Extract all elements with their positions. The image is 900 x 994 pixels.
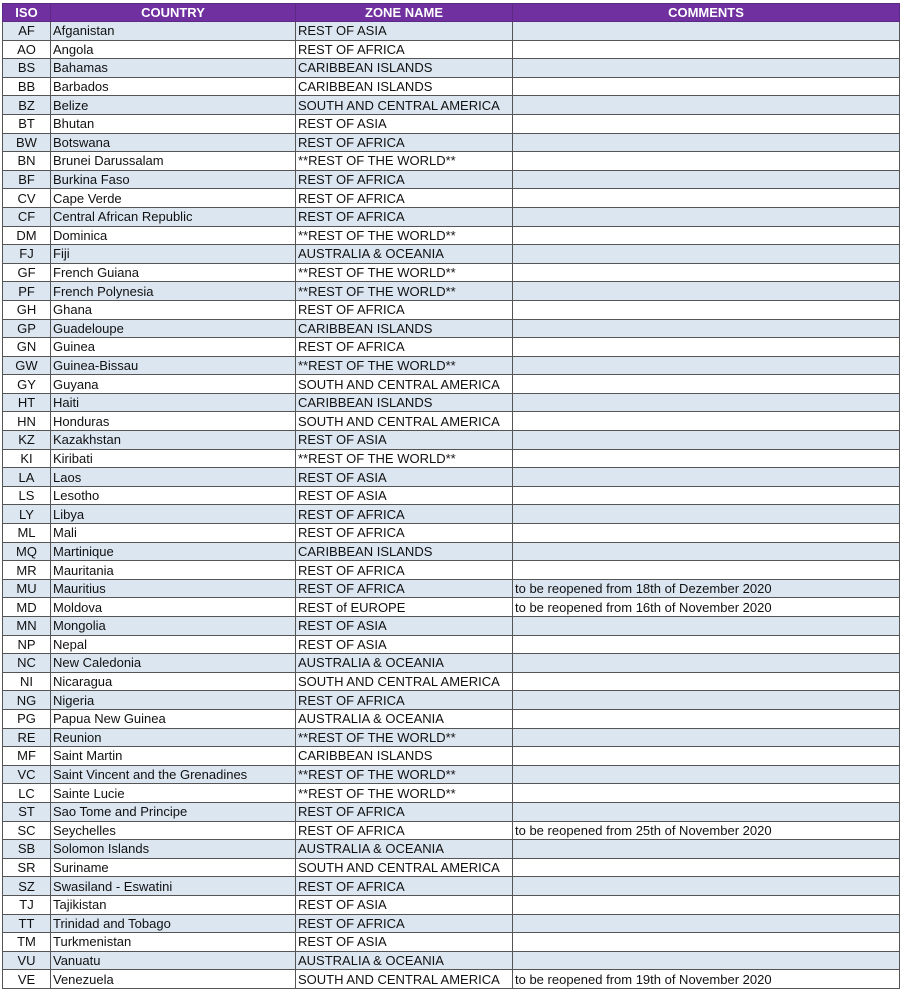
comments-cell[interactable]	[513, 226, 900, 245]
comments-cell[interactable]	[513, 747, 900, 766]
iso-cell[interactable]: BS	[3, 59, 51, 78]
comments-cell[interactable]	[513, 561, 900, 580]
table-row[interactable]	[3, 970, 900, 989]
zone-name-cell[interactable]: REST OF AFRICA	[296, 133, 513, 152]
comments-cell[interactable]	[513, 728, 900, 747]
iso-cell[interactable]: NC	[3, 654, 51, 673]
iso-cell[interactable]: GF	[3, 263, 51, 282]
comments-cell[interactable]	[513, 282, 900, 301]
zone-name-cell[interactable]: REST OF ASIA	[296, 114, 513, 133]
comments-cell[interactable]	[513, 96, 900, 115]
zone-name-cell[interactable]: AUSTRALIA & OCEANIA	[296, 654, 513, 673]
comments-cell[interactable]	[513, 802, 900, 821]
comments-cell[interactable]	[513, 709, 900, 728]
table-row[interactable]	[3, 598, 900, 617]
country-cell[interactable]: Saint Vincent and the Grenadines	[51, 765, 296, 784]
comments-cell[interactable]	[513, 895, 900, 914]
zone-name-cell[interactable]: REST OF AFRICA	[296, 561, 513, 580]
country-cell[interactable]: Trinidad and Tobago	[51, 914, 296, 933]
zone-name-cell[interactable]: REST OF ASIA	[296, 486, 513, 505]
zone-name-cell[interactable]: **REST OF THE WORLD**	[296, 263, 513, 282]
iso-cell[interactable]: PF	[3, 282, 51, 301]
table-row[interactable]	[3, 245, 900, 264]
country-cell[interactable]: Barbados	[51, 77, 296, 96]
iso-cell[interactable]: MU	[3, 579, 51, 598]
iso-cell[interactable]: MQ	[3, 542, 51, 561]
table-row[interactable]	[3, 282, 900, 301]
country-cell[interactable]: Ghana	[51, 300, 296, 319]
zone-name-cell[interactable]: REST OF ASIA	[296, 895, 513, 914]
zone-name-cell[interactable]: REST OF ASIA	[296, 468, 513, 487]
table-row[interactable]	[3, 728, 900, 747]
zone-name-cell[interactable]: CARIBBEAN ISLANDS	[296, 542, 513, 561]
country-cell[interactable]: Libya	[51, 505, 296, 524]
iso-cell[interactable]: MN	[3, 617, 51, 636]
iso-cell[interactable]: BF	[3, 170, 51, 189]
country-cell[interactable]: Haiti	[51, 393, 296, 412]
zone-name-cell[interactable]: REST OF AFRICA	[296, 914, 513, 933]
comments-cell[interactable]: to be reopened from 19th of November 2020	[513, 970, 900, 989]
zone-name-cell[interactable]: **REST OF THE WORLD**	[296, 765, 513, 784]
spreadsheet	[2, 3, 899, 989]
country-cell[interactable]: New Caledonia	[51, 654, 296, 673]
zone-name-cell[interactable]: **REST OF THE WORLD**	[296, 282, 513, 301]
table-row[interactable]	[3, 263, 900, 282]
table-row[interactable]	[3, 170, 900, 189]
iso-cell[interactable]: NP	[3, 635, 51, 654]
country-cell[interactable]: French Guiana	[51, 263, 296, 282]
table-row[interactable]	[3, 412, 900, 431]
iso-cell[interactable]: KI	[3, 449, 51, 468]
country-cell[interactable]: Tajikistan	[51, 895, 296, 914]
zone-name-cell[interactable]: REST OF AFRICA	[296, 524, 513, 543]
iso-cell[interactable]: BT	[3, 114, 51, 133]
zone-name-cell[interactable]: AUSTRALIA & OCEANIA	[296, 840, 513, 859]
country-cell[interactable]: Fiji	[51, 245, 296, 264]
table-row[interactable]	[3, 226, 900, 245]
header-iso: ISO	[3, 4, 51, 22]
country-cell[interactable]: Botswana	[51, 133, 296, 152]
comments-cell[interactable]	[513, 207, 900, 226]
zone-name-cell[interactable]: REST OF AFRICA	[296, 40, 513, 59]
table-body	[3, 22, 900, 989]
table-row[interactable]	[3, 561, 900, 580]
iso-cell[interactable]: VU	[3, 951, 51, 970]
iso-cell[interactable]: GW	[3, 356, 51, 375]
country-cell[interactable]: Moldova	[51, 598, 296, 617]
iso-cell[interactable]: CV	[3, 189, 51, 208]
iso-cell[interactable]: CF	[3, 207, 51, 226]
iso-cell[interactable]: GH	[3, 300, 51, 319]
country-cell[interactable]: Venezuela	[51, 970, 296, 989]
table-row[interactable]	[3, 375, 900, 394]
comments-cell[interactable]: to be reopened from 25th of November 2020	[513, 821, 900, 840]
comments-cell[interactable]	[513, 765, 900, 784]
country-cell[interactable]: Mali	[51, 524, 296, 543]
zone-name-cell[interactable]: **REST OF THE WORLD**	[296, 728, 513, 747]
country-cell[interactable]: Mauritius	[51, 579, 296, 598]
comments-cell[interactable]	[513, 170, 900, 189]
zone-name-cell[interactable]: CARIBBEAN ISLANDS	[296, 747, 513, 766]
comments-cell[interactable]	[513, 691, 900, 710]
iso-cell[interactable]: FJ	[3, 245, 51, 264]
iso-cell[interactable]: MD	[3, 598, 51, 617]
comments-cell[interactable]	[513, 486, 900, 505]
zone-name-cell[interactable]: REST OF AFRICA	[296, 338, 513, 357]
country-cell[interactable]: Honduras	[51, 412, 296, 431]
table-row[interactable]	[3, 152, 900, 171]
zone-name-cell[interactable]: REST OF AFRICA	[296, 877, 513, 896]
iso-cell[interactable]: SR	[3, 858, 51, 877]
country-cell[interactable]: Saint Martin	[51, 747, 296, 766]
zone-name-cell[interactable]: **REST OF THE WORLD**	[296, 226, 513, 245]
table-row[interactable]	[3, 617, 900, 636]
table-row[interactable]	[3, 22, 900, 41]
comments-cell[interactable]	[513, 338, 900, 357]
iso-cell[interactable]: HT	[3, 393, 51, 412]
iso-cell[interactable]: GP	[3, 319, 51, 338]
country-cell[interactable]: Central African Republic	[51, 207, 296, 226]
comments-cell[interactable]	[513, 524, 900, 543]
iso-cell[interactable]: MF	[3, 747, 51, 766]
country-cell[interactable]: Sao Tome and Principe	[51, 802, 296, 821]
country-cell[interactable]: French Polynesia	[51, 282, 296, 301]
zone-name-cell[interactable]: REST OF AFRICA	[296, 189, 513, 208]
country-cell[interactable]: Sainte Lucie	[51, 784, 296, 803]
zone-name-cell[interactable]: SOUTH AND CENTRAL AMERICA	[296, 672, 513, 691]
zone-name-cell[interactable]: REST OF ASIA	[296, 431, 513, 450]
iso-cell[interactable]: SC	[3, 821, 51, 840]
comments-cell[interactable]	[513, 59, 900, 78]
country-cell[interactable]: Lesotho	[51, 486, 296, 505]
comments-cell[interactable]	[513, 393, 900, 412]
country-cell[interactable]: Bahamas	[51, 59, 296, 78]
country-cell[interactable]: Brunei Darussalam	[51, 152, 296, 171]
zone-name-cell[interactable]: REST of EUROPE	[296, 598, 513, 617]
country-cell[interactable]: Suriname	[51, 858, 296, 877]
country-cell[interactable]: Belize	[51, 96, 296, 115]
iso-cell[interactable]: DM	[3, 226, 51, 245]
comments-cell[interactable]: to be reopened from 18th of Dezember 2020	[513, 579, 900, 598]
table-row[interactable]	[3, 393, 900, 412]
zone-name-cell[interactable]: SOUTH AND CENTRAL AMERICA	[296, 858, 513, 877]
iso-cell[interactable]: PG	[3, 709, 51, 728]
country-cell[interactable]: Martinique	[51, 542, 296, 561]
table-row[interactable]	[3, 709, 900, 728]
table-row[interactable]	[3, 300, 900, 319]
zone-name-cell[interactable]: REST OF ASIA	[296, 635, 513, 654]
country-cell[interactable]: Vanuatu	[51, 951, 296, 970]
comments-cell[interactable]	[513, 300, 900, 319]
table-row[interactable]	[3, 672, 900, 691]
table-row[interactable]	[3, 654, 900, 673]
comments-cell[interactable]	[513, 22, 900, 41]
zone-name-cell[interactable]: REST OF AFRICA	[296, 300, 513, 319]
country-cell[interactable]: Burkina Faso	[51, 170, 296, 189]
table-row[interactable]	[3, 784, 900, 803]
iso-cell[interactable]: VE	[3, 970, 51, 989]
table-row[interactable]	[3, 840, 900, 859]
comments-cell[interactable]	[513, 933, 900, 952]
table-row[interactable]	[3, 338, 900, 357]
iso-cell[interactable]: SZ	[3, 877, 51, 896]
iso-cell[interactable]: BW	[3, 133, 51, 152]
comments-cell[interactable]	[513, 914, 900, 933]
comments-cell[interactable]	[513, 617, 900, 636]
table-row[interactable]	[3, 858, 900, 877]
table-row[interactable]	[3, 59, 900, 78]
zone-name-cell[interactable]: REST OF AFRICA	[296, 579, 513, 598]
zone-name-cell[interactable]: REST OF AFRICA	[296, 170, 513, 189]
comments-cell[interactable]	[513, 263, 900, 282]
table-row[interactable]	[3, 468, 900, 487]
zone-name-cell[interactable]: REST OF AFRICA	[296, 802, 513, 821]
country-cell[interactable]: Kazakhstan	[51, 431, 296, 450]
comments-cell[interactable]	[513, 858, 900, 877]
comments-cell[interactable]: to be reopened from 16th of November 2020	[513, 598, 900, 617]
table-row[interactable]	[3, 356, 900, 375]
iso-cell[interactable]: AF	[3, 22, 51, 41]
iso-cell[interactable]: TJ	[3, 895, 51, 914]
country-cell[interactable]: Laos	[51, 468, 296, 487]
country-cell[interactable]: Reunion	[51, 728, 296, 747]
table-row[interactable]	[3, 542, 900, 561]
country-cell[interactable]: Swasiland - Eswatini	[51, 877, 296, 896]
table-row[interactable]	[3, 802, 900, 821]
zone-name-cell[interactable]: AUSTRALIA & OCEANIA	[296, 709, 513, 728]
comments-cell[interactable]	[513, 951, 900, 970]
iso-cell[interactable]: NI	[3, 672, 51, 691]
table-row[interactable]	[3, 449, 900, 468]
country-cell[interactable]: Cape Verde	[51, 189, 296, 208]
table-row[interactable]	[3, 951, 900, 970]
iso-cell[interactable]: MR	[3, 561, 51, 580]
iso-cell[interactable]: LA	[3, 468, 51, 487]
zone-name-cell[interactable]: CARIBBEAN ISLANDS	[296, 59, 513, 78]
zone-name-cell[interactable]: REST OF AFRICA	[296, 691, 513, 710]
header-comments: COMMENTS	[513, 4, 900, 22]
zone-name-cell[interactable]: **REST OF THE WORLD**	[296, 356, 513, 375]
table-row[interactable]	[3, 895, 900, 914]
comments-cell[interactable]	[513, 877, 900, 896]
comments-cell[interactable]	[513, 635, 900, 654]
iso-cell[interactable]: BZ	[3, 96, 51, 115]
iso-cell[interactable]: AO	[3, 40, 51, 59]
table-row[interactable]	[3, 933, 900, 952]
comments-cell[interactable]	[513, 152, 900, 171]
comments-cell[interactable]	[513, 672, 900, 691]
iso-cell[interactable]: NG	[3, 691, 51, 710]
iso-cell[interactable]: GN	[3, 338, 51, 357]
table-row[interactable]	[3, 486, 900, 505]
zone-name-cell[interactable]: REST OF AFRICA	[296, 821, 513, 840]
header-row	[3, 4, 900, 22]
table-row[interactable]	[3, 189, 900, 208]
country-cell[interactable]: Mongolia	[51, 617, 296, 636]
header-country: COUNTRY	[51, 4, 296, 22]
iso-cell[interactable]: TT	[3, 914, 51, 933]
country-cell[interactable]: Kiribati	[51, 449, 296, 468]
country-cell[interactable]: Seychelles	[51, 821, 296, 840]
iso-cell[interactable]: BN	[3, 152, 51, 171]
zone-name-cell[interactable]: CARIBBEAN ISLANDS	[296, 319, 513, 338]
country-cell[interactable]: Nicaragua	[51, 672, 296, 691]
table-row[interactable]	[3, 691, 900, 710]
table-row[interactable]	[3, 765, 900, 784]
table-row[interactable]	[3, 579, 900, 598]
zone-name-cell[interactable]: REST OF ASIA	[296, 617, 513, 636]
iso-cell[interactable]: LY	[3, 505, 51, 524]
zone-name-cell[interactable]: REST OF ASIA	[296, 22, 513, 41]
comments-cell[interactable]	[513, 431, 900, 450]
comments-cell[interactable]	[513, 840, 900, 859]
zone-name-cell[interactable]: **REST OF THE WORLD**	[296, 152, 513, 171]
country-cell[interactable]: Solomon Islands	[51, 840, 296, 859]
iso-cell[interactable]: ML	[3, 524, 51, 543]
comments-cell[interactable]	[513, 375, 900, 394]
iso-cell[interactable]: GY	[3, 375, 51, 394]
iso-cell[interactable]: VC	[3, 765, 51, 784]
country-cell[interactable]: Turkmenistan	[51, 933, 296, 952]
comments-cell[interactable]	[513, 784, 900, 803]
country-cell[interactable]: Nigeria	[51, 691, 296, 710]
table-row[interactable]	[3, 319, 900, 338]
country-cell[interactable]: Nepal	[51, 635, 296, 654]
zone-name-cell[interactable]: SOUTH AND CENTRAL AMERICA	[296, 970, 513, 989]
iso-cell[interactable]: BB	[3, 77, 51, 96]
iso-cell[interactable]: LS	[3, 486, 51, 505]
table-row[interactable]	[3, 505, 900, 524]
zone-name-cell[interactable]: REST OF ASIA	[296, 933, 513, 952]
table-row[interactable]	[3, 133, 900, 152]
zone-name-cell[interactable]: CARIBBEAN ISLANDS	[296, 393, 513, 412]
iso-cell[interactable]: SB	[3, 840, 51, 859]
iso-cell[interactable]: RE	[3, 728, 51, 747]
country-cell[interactable]: Guinea-Bissau	[51, 356, 296, 375]
table-row[interactable]	[3, 207, 900, 226]
table-row[interactable]	[3, 40, 900, 59]
comments-cell[interactable]	[513, 245, 900, 264]
iso-cell[interactable]: KZ	[3, 431, 51, 450]
zone-name-cell[interactable]: SOUTH AND CENTRAL AMERICA	[296, 412, 513, 431]
iso-cell[interactable]: LC	[3, 784, 51, 803]
zone-name-cell[interactable]: AUSTRALIA & OCEANIA	[296, 245, 513, 264]
zone-name-cell[interactable]: **REST OF THE WORLD**	[296, 449, 513, 468]
country-cell[interactable]: Angola	[51, 40, 296, 59]
comments-cell[interactable]	[513, 319, 900, 338]
table-row[interactable]	[3, 96, 900, 115]
table-row[interactable]	[3, 635, 900, 654]
country-cell[interactable]: Afganistan	[51, 22, 296, 41]
table-row[interactable]	[3, 914, 900, 933]
country-cell[interactable]: Guyana	[51, 375, 296, 394]
iso-cell[interactable]: TM	[3, 933, 51, 952]
zone-name-cell[interactable]: REST OF AFRICA	[296, 505, 513, 524]
comments-cell[interactable]	[513, 505, 900, 524]
table-row[interactable]	[3, 114, 900, 133]
zone-name-cell[interactable]: CARIBBEAN ISLANDS	[296, 77, 513, 96]
country-cell[interactable]: Dominica	[51, 226, 296, 245]
zone-name-cell[interactable]: AUSTRALIA & OCEANIA	[296, 951, 513, 970]
zone-name-cell[interactable]: SOUTH AND CENTRAL AMERICA	[296, 96, 513, 115]
country-zone-table	[2, 3, 900, 989]
comments-cell[interactable]	[513, 654, 900, 673]
comments-cell[interactable]	[513, 189, 900, 208]
country-cell[interactable]: Guinea	[51, 338, 296, 357]
iso-cell[interactable]: ST	[3, 802, 51, 821]
country-cell[interactable]: Guadeloupe	[51, 319, 296, 338]
comments-cell[interactable]	[513, 449, 900, 468]
comments-cell[interactable]	[513, 542, 900, 561]
table-row[interactable]	[3, 524, 900, 543]
table-row[interactable]	[3, 821, 900, 840]
zone-name-cell[interactable]: REST OF AFRICA	[296, 207, 513, 226]
header-zone-name: ZONE NAME	[296, 4, 513, 22]
comments-cell[interactable]	[513, 412, 900, 431]
table-row[interactable]	[3, 431, 900, 450]
zone-name-cell[interactable]: **REST OF THE WORLD**	[296, 784, 513, 803]
table-row[interactable]	[3, 747, 900, 766]
table-row[interactable]	[3, 877, 900, 896]
comments-cell[interactable]	[513, 114, 900, 133]
comments-cell[interactable]	[513, 77, 900, 96]
table-row[interactable]	[3, 77, 900, 96]
country-cell[interactable]: Papua New Guinea	[51, 709, 296, 728]
country-cell[interactable]: Bhutan	[51, 114, 296, 133]
country-cell[interactable]: Mauritania	[51, 561, 296, 580]
comments-cell[interactable]	[513, 356, 900, 375]
comments-cell[interactable]	[513, 468, 900, 487]
iso-cell[interactable]: HN	[3, 412, 51, 431]
comments-cell[interactable]	[513, 40, 900, 59]
zone-name-cell[interactable]: SOUTH AND CENTRAL AMERICA	[296, 375, 513, 394]
comments-cell[interactable]	[513, 133, 900, 152]
